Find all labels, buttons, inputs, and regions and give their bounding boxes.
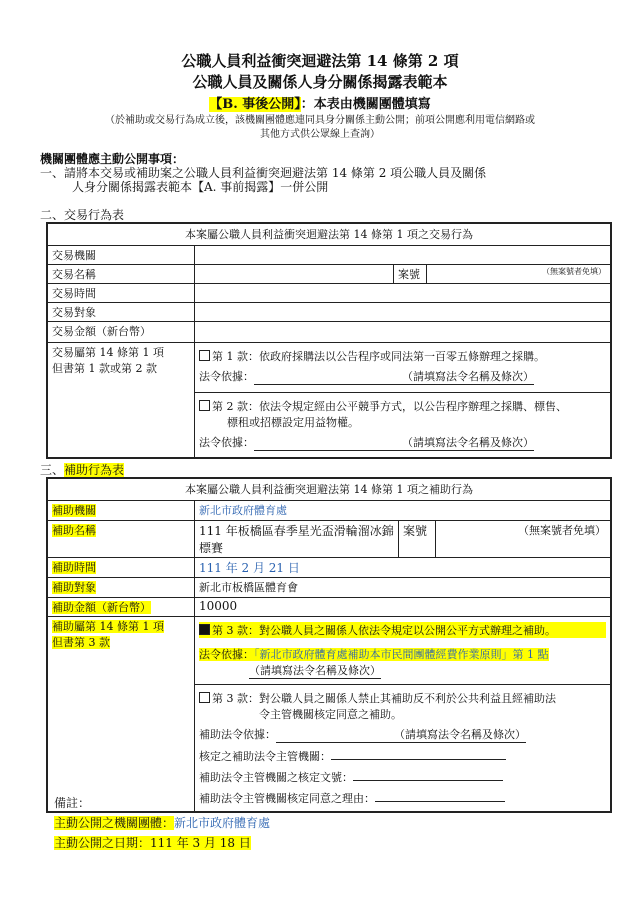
reason-label: 補助法令主管機關核定同意之理由： [199,791,375,805]
transaction-time-field[interactable] [195,283,612,302]
row-label: 交易時間 [47,283,195,302]
transaction-agency-field[interactable] [195,245,612,264]
option-2 [195,684,612,812]
subsidy-name-field[interactable]: 111 年板橋區春季星光盃滑輪溜冰錦標賽 [195,520,399,557]
publishing-date [54,834,251,851]
exception-label-2: 但書第 3 款 [52,635,110,649]
subtitle-highlight: 【B. 事後公開】 [209,97,301,112]
intro-heading: 機關團體應主動公開事項： [40,152,185,166]
section-title: 補助行為表 [64,463,125,477]
checkbox-icon[interactable] [199,400,210,411]
law-basis-label: 補助法令依據： [199,727,276,741]
exception-label-2: 但書第 1 款或第 2 款 [52,361,157,375]
case-no-label: 案號 [394,264,427,283]
remark-label: 備註： [54,796,91,810]
doc-no-label: 補助法令主管機關之核定文號： [199,770,353,784]
subtitle-text: ：本表由機關團體填寫 [300,97,431,112]
row-label: 交易機關 [47,245,195,264]
section-transaction: 二、交易行為表 [40,208,125,222]
row-label: 補助金額（新台幣） [52,600,151,614]
checkbox-icon[interactable] [199,692,210,703]
intro-item-1b: 人身分關係揭露表範本【A. 事前揭露】一併公開 [72,180,329,194]
subsidy-party-field[interactable]: 新北市板橋區體育會 [195,577,612,597]
transaction-header: 本案屬公職人員利益衝突迴避法第 14 條第 1 項之交易行為 [47,223,611,245]
transaction-amount-field[interactable] [195,321,612,342]
title-line-2: 公職人員及關係人身分關係揭露表範本 [192,73,448,91]
row-label: 交易名稱 [47,264,195,283]
law-field[interactable]: （請填寫法令名稱及條次） [254,434,534,451]
law-hint: （請填寫法令名稱及條次） [249,663,381,677]
row-label: 補助機關 [52,503,96,517]
note-line-1: （於補助或交易行為成立後，該機關團體應連同具身分關係主動公開；前項公開應利用電信網路或 [105,115,535,126]
org-value: 新北市政府體育處 [174,816,271,830]
row-label: 補助對象 [52,580,96,594]
transaction-name-field[interactable] [195,264,394,283]
option-2-text: 第 2 款：依法令規定經由公平競爭方式，以公告程序辦理之採購、標售、 [212,399,567,413]
exception-label [47,616,195,812]
case-no-field[interactable]: （無案號者免填） [427,264,612,283]
exception-label [47,342,195,458]
option-2 [195,392,612,458]
checkbox-checked-icon[interactable] [199,624,210,635]
title-line-1: 公職人員利益衝突迴避法第 14 條第 2 項 [181,52,459,70]
option-1 [195,342,612,392]
note-line-2: 其他方式供公眾線上查詢） [260,129,380,140]
date-label: 主動公開之日期：111 年 3 月 18 日 [54,836,251,850]
law-label: 法令依據： [199,647,254,661]
law-basis-field[interactable]: （請填寫法令名稱及條次） [276,726,526,743]
option-2-text-cont: 令主管機關核定同意之補助。 [259,707,402,721]
section-prefix: 三、 [40,463,65,477]
publishing-org [54,814,270,831]
law-field[interactable]: 「新北市政府體育處補助本市民間團體經費作業原則」第 1 點 [254,647,549,661]
doc-no-field[interactable] [353,768,503,781]
subsidy-time-field[interactable]: 111 年 2 月 21 日 [195,557,612,577]
law-label: 法令依據： [199,435,254,449]
exception-label-1: 交易屬第 14 條第 1 項 [52,345,164,359]
row-label: 補助名稱 [52,523,96,537]
law-label: 法令依據： [199,369,254,383]
subsidy-header: 本案屬公職人員利益衝突迴避法第 14 條第 1 項之補助行為 [47,478,611,500]
section-subsidy [40,461,124,478]
subtitle [0,93,640,112]
transaction-party-field[interactable] [195,302,612,321]
transaction-table [46,222,612,459]
subsidy-amount-field[interactable]: 10000 [195,597,612,616]
row-label: 交易對象 [47,302,195,321]
option-1-text: 第 3 款：對公職人員之關係人依法令規定以公開公平方式辦理之補助。 [212,623,556,637]
authority-field[interactable] [331,747,506,760]
row-label: 補助時間 [52,560,96,574]
intro-item-1a: 一、請將本交易或補助案之公職人員利益衝突迴避法第 14 條第 2 項公職人員及關係 [40,166,487,180]
option-1-text: 第 1 款：依政府採購法以公告程序或同法第一百零五條辦理之採購。 [212,349,545,363]
law-field[interactable]: （請填寫法令名稱及條次） [254,368,534,385]
row-label: 交易金額（新台幣） [47,321,195,342]
option-1 [195,616,612,684]
exception-label-1: 補助屬第 14 條第 1 項 [52,619,164,633]
option-2-text: 第 3 款：對公職人員之關係人禁止其補助反不利於公共利益且經補助法 [212,691,556,705]
org-label: 主動公開之機關團體： [54,816,175,830]
case-no-field[interactable]: （無案號者免填） [436,520,612,557]
subsidy-table [46,477,612,813]
case-no-label: 案號 [399,520,436,557]
reason-field[interactable] [375,789,505,802]
checkbox-icon[interactable] [199,350,210,361]
option-2-text-cont: 標租或招標設定用益物權。 [227,415,359,429]
subsidy-agency-field[interactable]: 新北市政府體育處 [195,500,612,520]
authority-label: 核定之補助法令主管機關： [199,749,331,763]
